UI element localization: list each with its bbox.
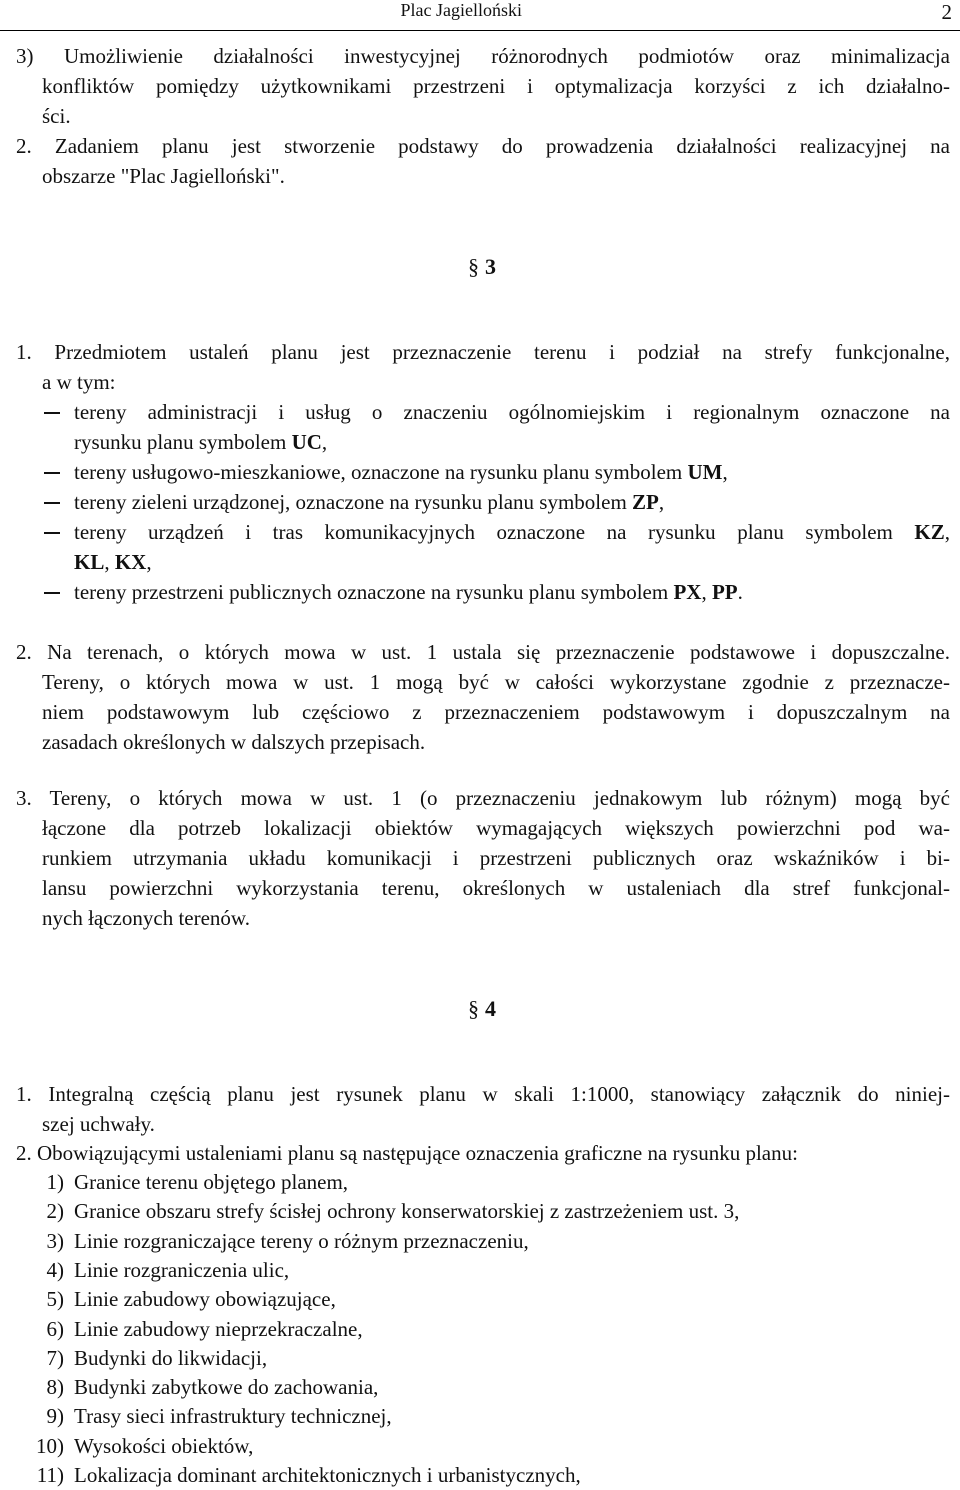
list-item-number: 10) [36,1434,64,1458]
list-item-number: 6) [46,1317,64,1341]
symbol-pp: PP [711,580,738,604]
list-item-text: Wysokości obiektów, [74,1434,254,1458]
list-item-text: Granice obszaru strefy ścisłej ochrony konserwatorskiej z zastrzeżeniem ust. 3, [74,1199,740,1223]
bullet-1-line-1: tereny administracji i usług o znaczeniu ogólnomiejskim i regionalnym oznaczone na [74,400,950,424]
s3-para-2-line-2: Tereny, o których mowa w ust. 1 mogą być w całości wykorzystane zgodnie z przeznacze- [42,670,950,694]
list-item-number: 4) [46,1258,64,1282]
symbol-zp: ZP [632,490,659,514]
bullet-1-line-2: rysunku planu symbolem UC, [74,430,328,454]
s4-para-1-line-2: szej uchwały. [42,1112,155,1136]
list-item-text: Linie rozgraniczające tereny o różnym przeznaczeniu, [74,1229,529,1253]
symbol-um: UM [687,460,723,484]
section-4-heading [468,996,496,1022]
list-item-number: 8) [46,1375,64,1399]
s3-para-2-line-3: niem podstawowym lub częściowo z przeznaczeniem podstawowym i dopuszczalnym na [42,700,950,724]
s3-para-2-line-1: 2. Na terenach, o których mowa w ust. 1 ustala się przeznaczenie podstawowe i dopuszczalne. [16,640,950,664]
bullet-3: tereny zieleni urządzonej, oznaczone na rysunku planu symbolem ZP, [74,490,665,514]
para-2-line-2: obszarze "Plac Jagielloński". [42,164,285,188]
s3-para-1-line-1: 1. Przedmiotem ustaleń planu jest przeznaczenie terenu i podział na strefy funkcjonalne, [16,340,950,364]
s3-para-2-line-4: zasadach określonych w dalszych przepisach. [42,730,426,754]
list-item-text: Budynki zabytkowe do zachowania, [74,1375,379,1399]
section-number: 4 [485,996,496,1021]
list-item-text: Trasy sieci infrastruktury technicznej, [74,1404,392,1428]
page-header [0,0,960,31]
item-3-line-2: konfliktów pomiędzy użytkownikami przestrzeni i optymalizacja korzyści z ich działalno- [42,74,950,98]
symbol-kx: KX [114,550,147,574]
list-item-text: Linie rozgraniczenia ulic, [74,1258,290,1282]
list-item-text: Linie zabudowy obowiązujące, [74,1287,336,1311]
bullet-dash [44,502,60,504]
page-number: 2 [941,0,952,24]
section-number: 3 [485,254,496,279]
list-item-text: Linie zabudowy nieprzekraczalne, [74,1317,363,1341]
symbol-uc: UC [291,430,322,454]
bullet-5: tereny przestrzeni publicznych oznaczone na rysunku planu symbolem PX, PP. [74,580,743,604]
s3-para-3-line-2: łączone dla potrzeb lokalizacji obiektów wymagających większych powierzchni pod wa- [42,816,950,840]
bullet-4-line-2: KL, KX, [74,550,152,574]
section-symbol: § [468,996,479,1021]
list-item-text: Lokalizacja dominant architektonicznych i urbanistycznych, [74,1463,581,1487]
bullet-4-line-1: tereny urządzeń i tras komunikacyjnych oznaczone na rysunku planu symbolem KZ, [74,520,950,544]
bullet-dash [44,412,60,414]
symbol-kz: KZ [914,520,945,544]
s4-para-1-line-1: 1. Integralną częścią planu jest rysunek planu w skali 1:1000, stanowiący załącznik do niniej- [16,1082,950,1106]
s3-para-3-line-3: runkiem utrzymania układu komunikacji i przestrzeni publicznych oraz wskaźników i bi- [42,846,950,870]
para-2-line-1: 2. Zadaniem planu jest stworzenie podstawy do prowadzenia działalności realizacyjnej na [16,134,950,158]
section-symbol: § [468,254,479,279]
s3-para-3-line-5: nych łączonych terenów. [42,906,250,930]
list-item-number: 5) [46,1287,64,1311]
symbol-px: PX [673,580,702,604]
section-3-heading [468,254,496,280]
s4-para-2-line-1: 2. Obowiązującymi ustaleniami planu są następujące oznaczenia graficzne na rysunku planu: [16,1141,798,1165]
bullet-2: tereny usługowo-mieszkaniowe, oznaczone na rysunku planu symbolem UM, [74,460,728,484]
list-item-number: 11) [36,1463,64,1487]
header-title: Plac Jagielloński [400,0,522,20]
bullet-dash [44,592,60,594]
bullet-dash [44,472,60,474]
symbol-kl: KL [74,550,105,574]
list-item-number: 3) [46,1229,64,1253]
item-3-line-1: 3) Umożliwienie działalności inwestycyjnej różnorodnych podmiotów oraz minimalizacja [16,44,950,68]
item-3-line-3: ści. [42,104,71,128]
s3-para-3-line-1: 3. Tereny, o których mowa w ust. 1 (o przeznaczeniu jednakowym lub różnym) mogą być [16,786,950,810]
list-item-number: 1) [46,1170,64,1194]
list-item-number: 2) [46,1199,64,1223]
s3-para-3-line-4: lansu powierzchni wykorzystania terenu, określonych w ustaleniach dla stref funkcjonal- [42,876,950,900]
list-item-number: 9) [46,1404,64,1428]
bullet-dash [44,532,60,534]
list-item-text: Granice terenu objętego planem, [74,1170,349,1194]
list-item-number: 7) [46,1346,64,1370]
list-item-text: Budynki do likwidacji, [74,1346,268,1370]
s3-para-1-line-2: a w tym: [42,370,116,394]
